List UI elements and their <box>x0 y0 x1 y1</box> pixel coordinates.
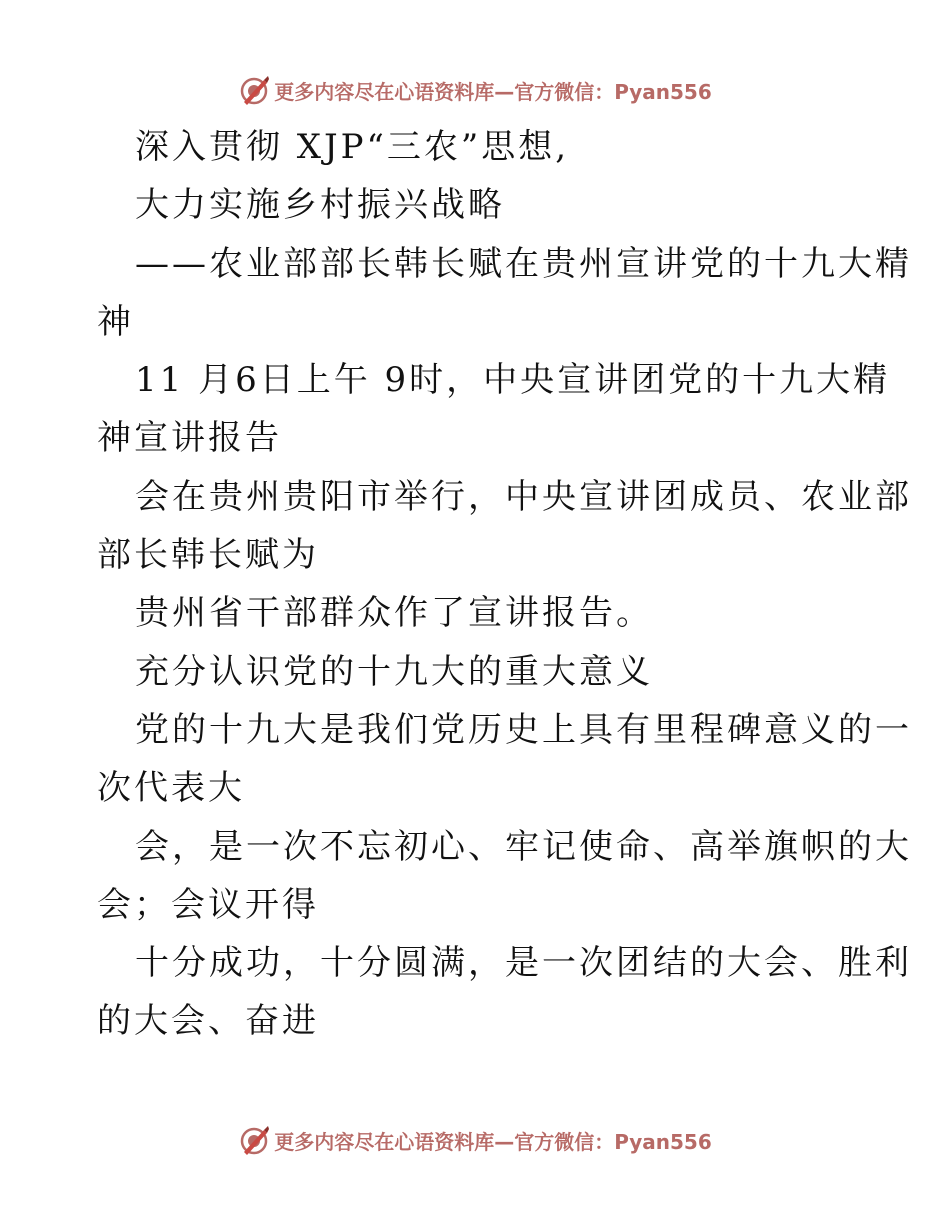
footer-banner <box>0 1120 950 1160</box>
text-line: 深入贯彻 XJP“三农”思想, <box>135 127 570 167</box>
header-banner <box>0 70 950 110</box>
text-line: 充分认识党的十九大的重大意义 <box>135 651 653 692</box>
text-line: 部长韩长赋为 <box>97 535 319 576</box>
text-line: 会在贵州贵阳市举行，中央宣讲团成员、农业部 <box>135 476 912 517</box>
banner-text: 更多内容尽在心语资料库—官方微信：Pyan556 <box>274 1129 712 1154</box>
pen-logo-icon <box>238 1124 270 1156</box>
text-line: 贵州省干部群众作了宣讲报告。 <box>135 593 653 634</box>
text-line: 党的十九大是我们党历史上具有里程碑意义的一 <box>135 709 912 750</box>
text-line: 大力实施乡村振兴战略 <box>135 185 505 226</box>
text-line: 次代表大 <box>97 768 245 809</box>
text-line: ——农业部部长韩长赋在贵州宣讲党的十九大精 <box>135 243 912 284</box>
text-line: 11 月6日上午 9时，中央宣讲团党的十九大精 <box>135 360 891 401</box>
text-line: 十分成功，十分圆满，是一次团结的大会、胜利 <box>135 943 912 984</box>
document-body <box>97 118 912 1051</box>
text-line: 的大会、奋进 <box>97 1001 319 1042</box>
text-line: 神宣讲报告 <box>97 418 282 459</box>
pen-logo-icon <box>238 74 270 106</box>
banner-text: 更多内容尽在心语资料库—官方微信：Pyan556 <box>274 79 712 104</box>
text-line: 会，是一次不忘初心、牢记使命、高举旗帜的大 <box>135 826 912 867</box>
text-line: 会；会议开得 <box>97 884 319 925</box>
text-line: 神 <box>97 301 134 342</box>
